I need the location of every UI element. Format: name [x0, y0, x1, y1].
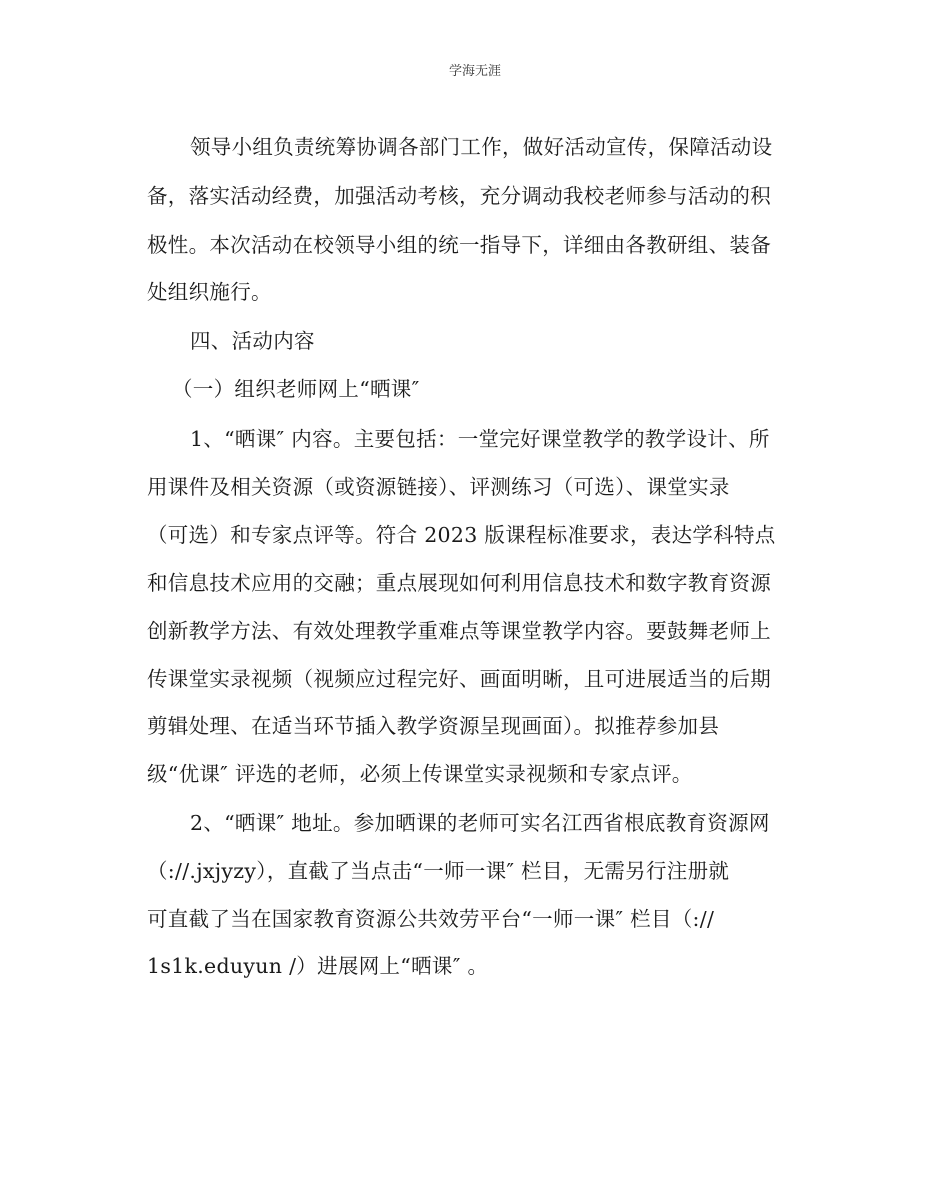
paragraph-line: 1、“晒课″ 内容。主要包括：一堂完好课堂教学的教学设计、所 — [190, 427, 770, 451]
paragraph-line: （://.jxjyzy），直截了当点击“一师一课″ 栏目，无需另行注册就 — [147, 859, 730, 883]
paragraph-line: 传课堂实录视频（视频应过程完好、画面明晰，且可进展适当的后期 — [147, 667, 771, 691]
paragraph-line: 领导小组负责统筹协调各部门工作，做好活动宣传，保障活动设 — [190, 135, 773, 159]
subsection-heading: （一）组织老师网上“晒课″ — [172, 377, 420, 401]
paragraph-line: 可直截了当在国家教育资源公共效劳平台“一师一课″ 栏目（:// — [147, 907, 715, 931]
paragraph-line: 处组织施行。 — [147, 280, 272, 304]
paragraph-line: 备，落实活动经费，加强活动考核，充分调动我校老师参与活动的积 — [147, 184, 771, 208]
section-heading: 四、活动内容 — [190, 329, 315, 353]
paragraph-line: 剪辑处理、在适当环节插入教学资源呈现画面）。拟推荐参加县 — [147, 714, 720, 738]
paragraph-line: 1s1k.eduyun /）进展网上“晒课″ 。 — [147, 954, 489, 978]
paragraph-line: （可选）和专家点评等。符合 2023 版课程标准要求，表达学科特点 — [147, 523, 776, 547]
paragraph-line: 2、“晒课″ 地址。参加晒课的老师可实名江西省根底教育资源网 — [190, 811, 770, 835]
paragraph-line: 级“优课″ 评选的老师，必须上传课堂实录视频和专家点评。 — [147, 762, 693, 786]
paragraph-line: 用课件及相关资源（或资源链接）、评测练习（可选）、课堂实录 — [147, 475, 730, 499]
paragraph-line: 创新教学方法、有效处理教学重难点等课堂教学内容。要鼓舞老师上 — [147, 619, 771, 643]
page-header-title: 学海无涯 — [448, 64, 501, 79]
paragraph-line: 和信息技术应用的交融；重点展现如何利用信息技术和数字教育资源 — [147, 571, 771, 595]
paragraph-line: 极性。本次活动在校领导小组的统一指导下，详细由各教研组、装备 — [147, 233, 771, 257]
